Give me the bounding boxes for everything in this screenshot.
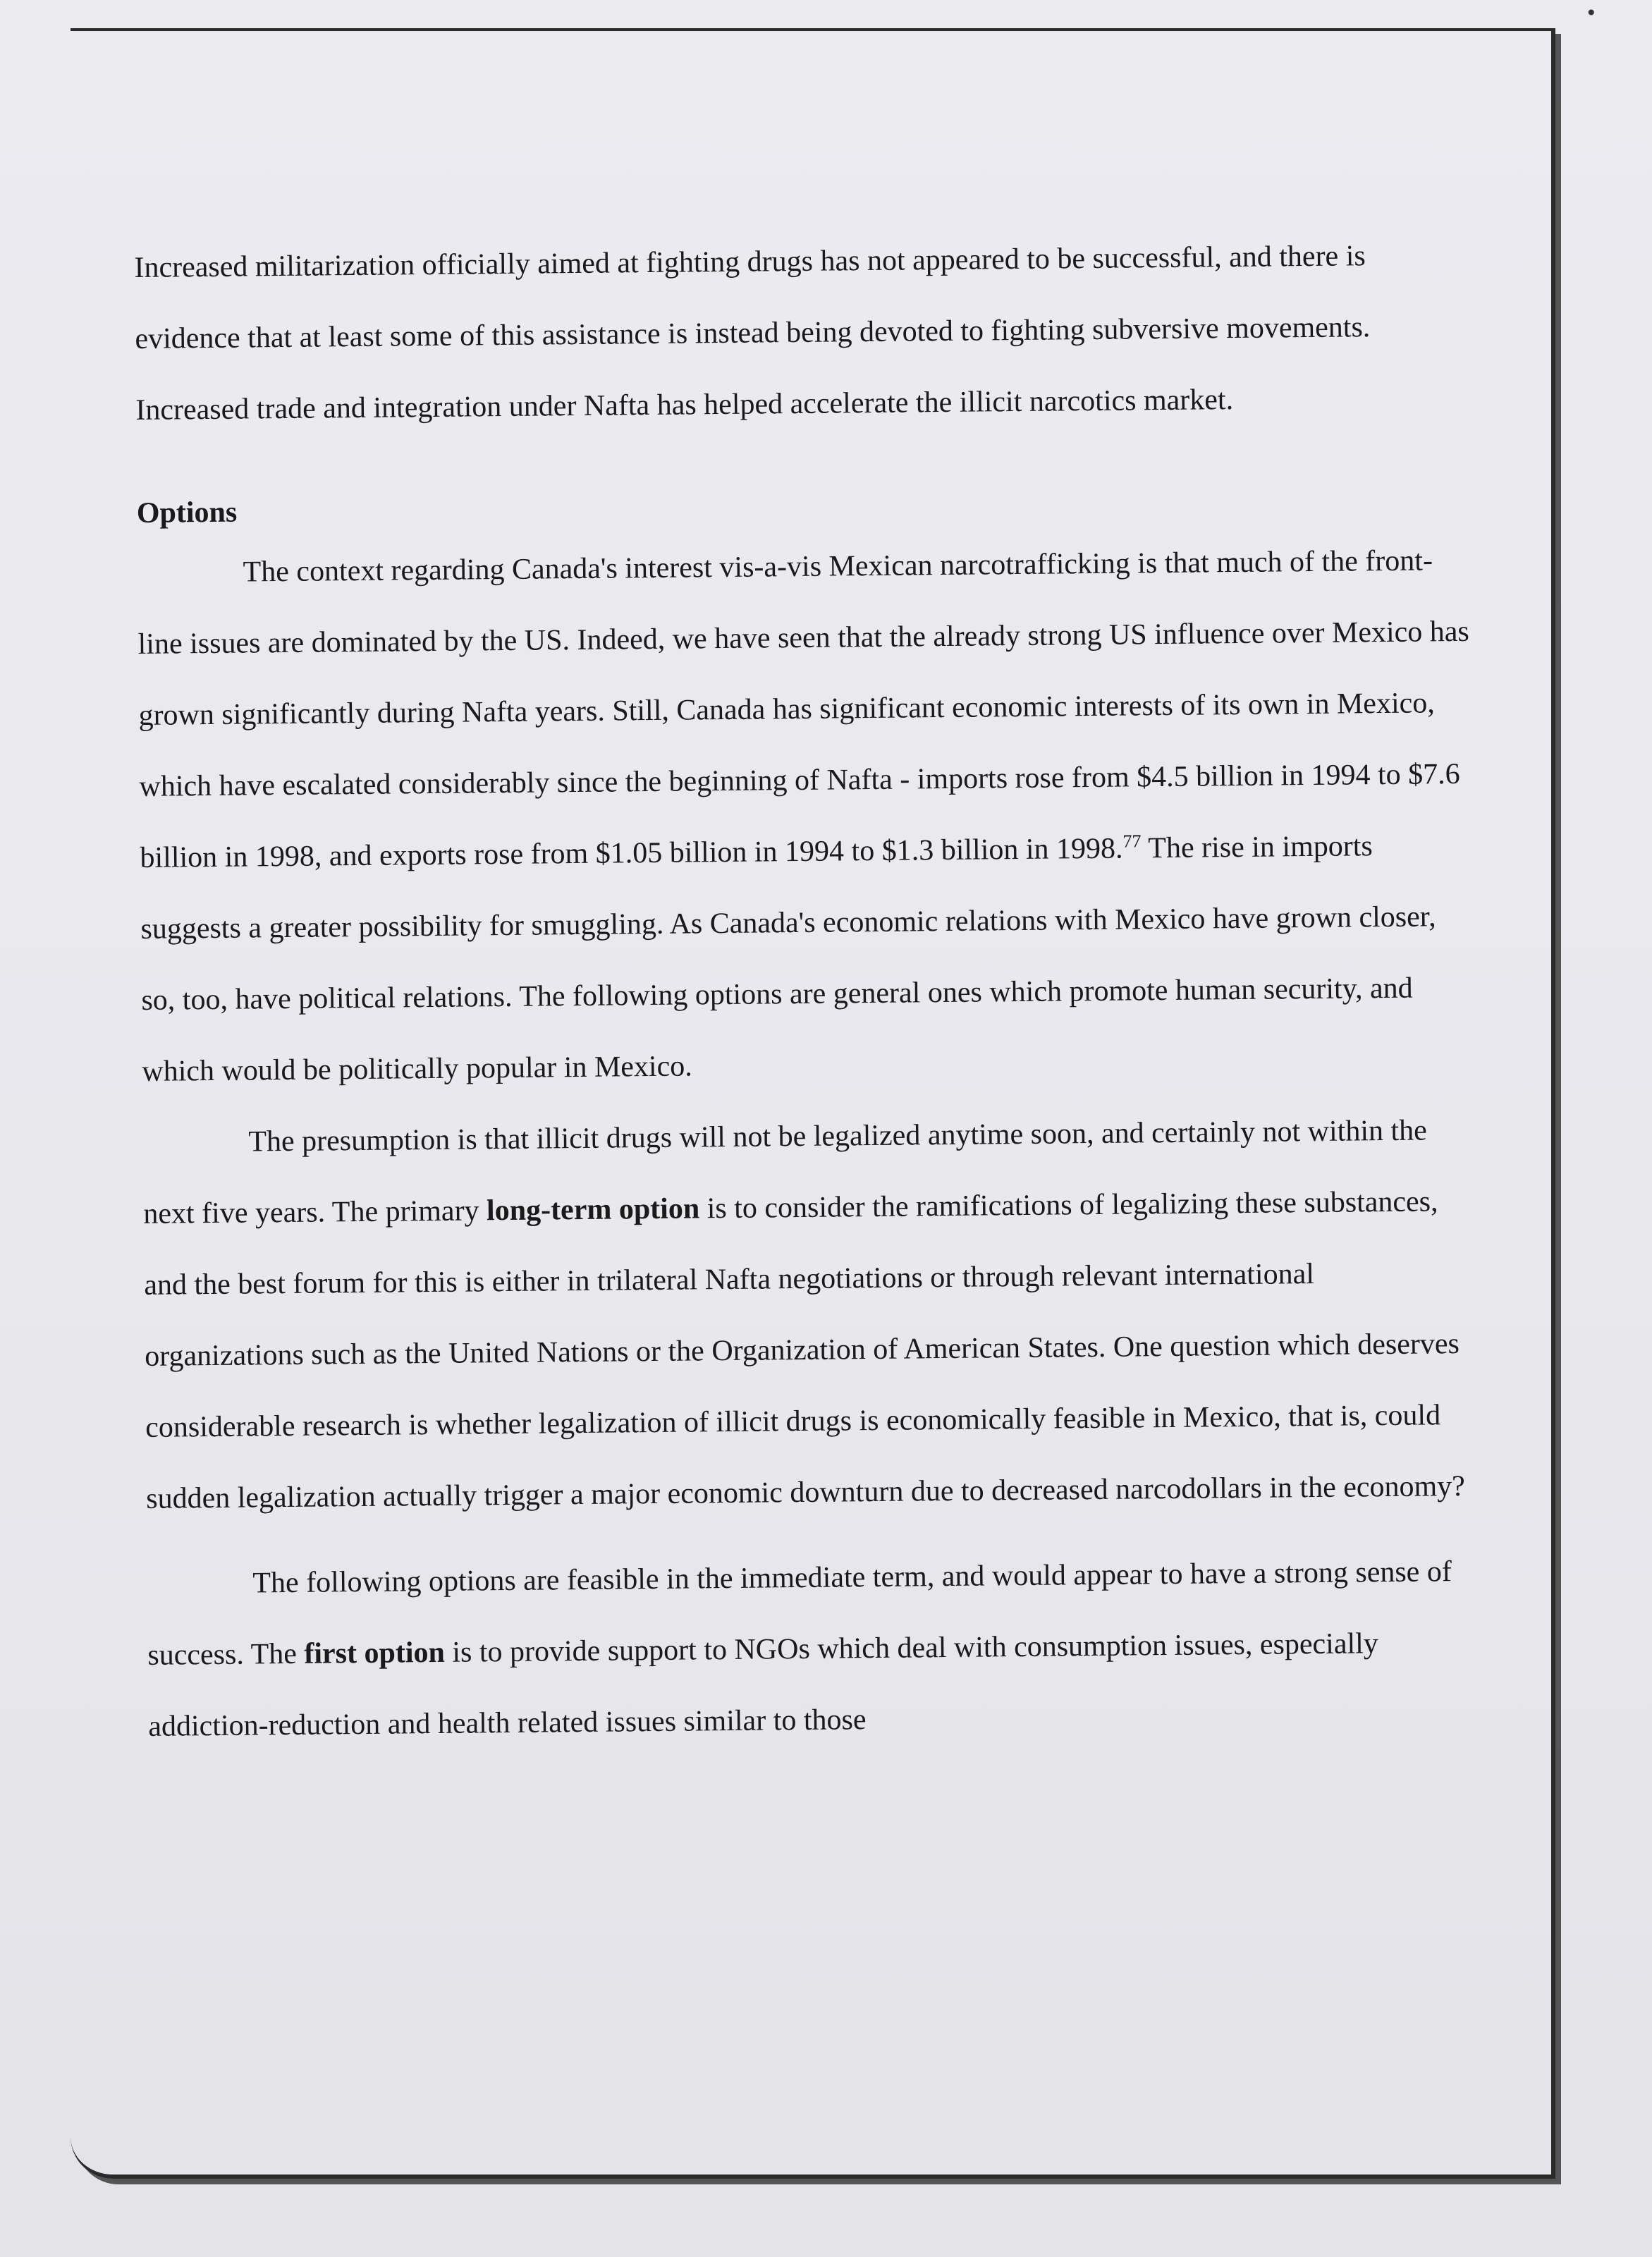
document-body [134, 220, 1481, 1763]
section-heading-options: Options [136, 496, 238, 530]
paragraph-first-option-text-a: The following options are feasible in the immediate term, and would appear to have a strong sense of success. The [147, 1555, 1452, 1672]
paragraph-long-term-option [142, 1095, 1479, 1535]
footnote-marker: 77 [1122, 831, 1142, 852]
paragraph-long-term-text-b: is to consider the ramifications of legalizing these substances, and the best forum for this is either in trilateral Nafta negotiations or through relevant international organizations such as the United Nations or the Organization of American States. One question which deserves considerable research is whether legalization of illicit drugs is economically feasible in Mexico, that is, could sudden legalization actually trigger a major economic downturn due to decreased narcodollars in the economy? [144, 1185, 1466, 1515]
paragraph-intro [134, 220, 1469, 446]
paragraph-context-text: The context regarding Canada's interest vis-a-vis Mexican narcotrafficking is that much of the front-line issues are dominated by the US. Indeed, we have seen that the already strong US influence over Mexico has grown significantly during Nafta years. Still, Canada has significant economic interests of its own in Mexico, which have escalated considerably since the beginning of Nafta - imports rose from $4.5 billion in 1994 to $7.6 billion in 1998, and exports rose from $1.05 billion in 1994 to $1.3 billion in 1998. [137, 544, 1470, 874]
corner-mark: • [1585, 1, 1597, 25]
paragraph-intro-text: Increased militarization officially aimed at fighting drugs has not appeared to be successful, and there is evidence that at least some of this assistance is instead being devoted to fighting subversive movements. Increased trade and integration under Nafta has helped accelerate the illicit narcotics market. [134, 240, 1371, 427]
long-term-option-bold: long-term option [486, 1192, 700, 1228]
first-option-bold: first option [304, 1636, 446, 1670]
paragraph-long-term-text-a: The presumption is that illicit drugs will not be legalized anytime soon, and certainly not within the next five years. The primary [143, 1114, 1428, 1230]
paragraph-context [137, 525, 1475, 1108]
paragraph-context-continued: The rise in imports suggests a greater possibility for smuggling. As Canada's economic relations with Mexico have grown closer, so, too, have political relations. The following options are general ones which promote human security, and which would be politically popular in Mexico. [140, 830, 1436, 1088]
paragraph-first-option [147, 1536, 1481, 1763]
paragraph-first-option-text-b: is to provide support to NGOs which deal with consumption issues, especially addiction-reduction and health related issues similar to those [148, 1627, 1379, 1743]
